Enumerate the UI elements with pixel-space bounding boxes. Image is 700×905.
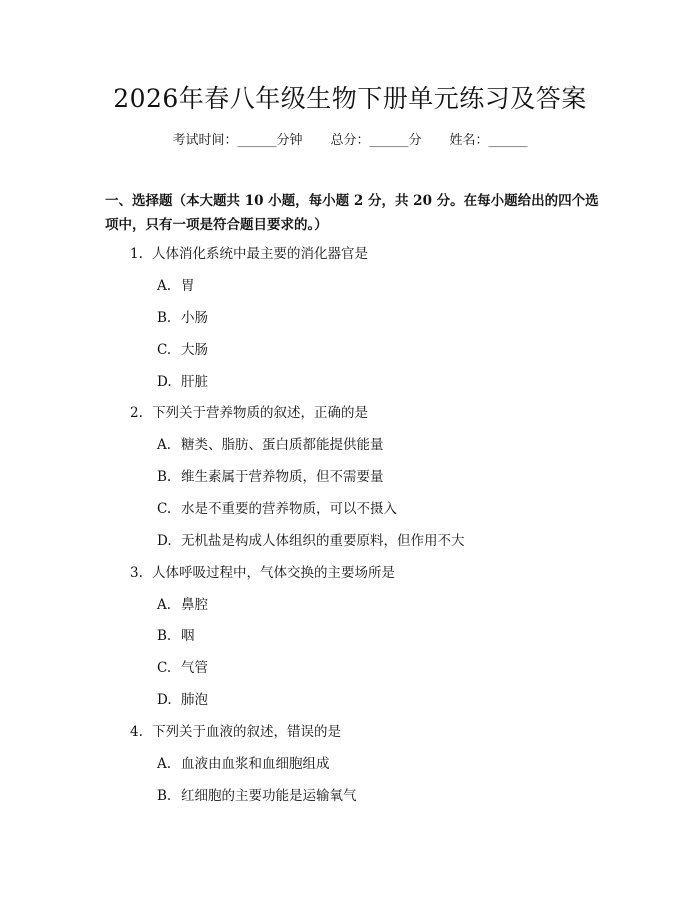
q4-option-b xyxy=(157,786,357,806)
question-text: 下列关于血液的叙述，错误的是 xyxy=(152,724,341,740)
option-letter: B. xyxy=(157,788,172,804)
q4-option-a xyxy=(157,754,330,774)
exam-meta xyxy=(0,131,700,151)
q3-option-b xyxy=(157,626,195,646)
document-title: 2026年春八年级生物下册单元练习及答案 xyxy=(113,84,587,113)
question-text: 下列关于营养物质的叙述，正确的是 xyxy=(152,405,368,421)
q3-option-a xyxy=(157,595,208,615)
q1-option-d xyxy=(157,372,208,392)
option-text: 咽 xyxy=(181,628,195,644)
question-text: 人体呼吸过程中，气体交换的主要场所是 xyxy=(152,565,395,581)
question-4 xyxy=(130,722,341,742)
question-number: 1. xyxy=(130,246,143,262)
option-text: 水是不重要的营养物质，可以不摄入 xyxy=(181,501,397,517)
section-heading-line-2: 项中，只有一项是符合题目要求的。） xyxy=(105,217,328,233)
q2-option-b xyxy=(157,467,384,487)
option-text: 无机盐是构成人体组织的重要原料，但作用不大 xyxy=(181,533,465,549)
option-letter: A. xyxy=(157,437,172,453)
option-letter: B. xyxy=(157,469,172,485)
q2-option-c xyxy=(157,499,397,519)
option-letter: D. xyxy=(157,533,172,549)
option-letter: A. xyxy=(157,597,172,613)
option-letter: C. xyxy=(157,501,172,517)
q2-option-d xyxy=(157,531,465,551)
option-letter: B. xyxy=(157,628,172,644)
option-text: 小肠 xyxy=(181,310,208,326)
q3-option-c xyxy=(157,658,208,678)
question-2 xyxy=(130,403,368,423)
question-number: 3. xyxy=(130,565,143,581)
section-heading-multiple-choice xyxy=(105,189,599,237)
q1-option-b xyxy=(157,308,208,328)
option-text: 鼻腔 xyxy=(181,597,208,613)
option-text: 胃 xyxy=(181,278,195,294)
option-text: 血液由血浆和血细胞组成 xyxy=(181,756,330,772)
option-letter: C. xyxy=(157,342,172,358)
option-letter: A. xyxy=(157,756,172,772)
q1-option-c xyxy=(157,340,208,360)
option-letter: C. xyxy=(157,660,172,676)
option-letter: A. xyxy=(157,278,172,294)
option-text: 气管 xyxy=(181,660,208,676)
option-text: 糖类、脂肪、蛋白质都能提供能量 xyxy=(181,437,384,453)
question-3 xyxy=(130,563,395,583)
option-text: 肺泡 xyxy=(181,692,208,708)
option-letter: D. xyxy=(157,692,172,708)
q2-option-a xyxy=(157,435,384,455)
q3-option-d xyxy=(157,690,208,710)
option-text: 大肠 xyxy=(181,342,208,358)
option-text: 肝脏 xyxy=(181,374,208,390)
student-name-field: 姓名：______ xyxy=(449,133,528,148)
question-number: 4. xyxy=(130,724,143,740)
option-letter: B. xyxy=(157,310,172,326)
option-text: 红细胞的主要功能是运输氧气 xyxy=(181,788,357,804)
question-1 xyxy=(130,244,368,264)
option-text: 维生素属于营养物质，但不需要量 xyxy=(181,469,384,485)
option-letter: D. xyxy=(157,374,172,390)
exam-time-field: 考试时间：______分钟 xyxy=(172,133,303,148)
total-score-field: 总分：______分 xyxy=(330,133,422,148)
question-number: 2. xyxy=(130,405,143,421)
question-text: 人体消化系统中最主要的消化器官是 xyxy=(152,246,368,262)
section-heading-line-1: 一、选择题（本大题共 10 小题，每小题 2 分，共 20 分。在每小题给出的四个选 xyxy=(105,193,599,209)
q1-option-a xyxy=(157,276,195,296)
